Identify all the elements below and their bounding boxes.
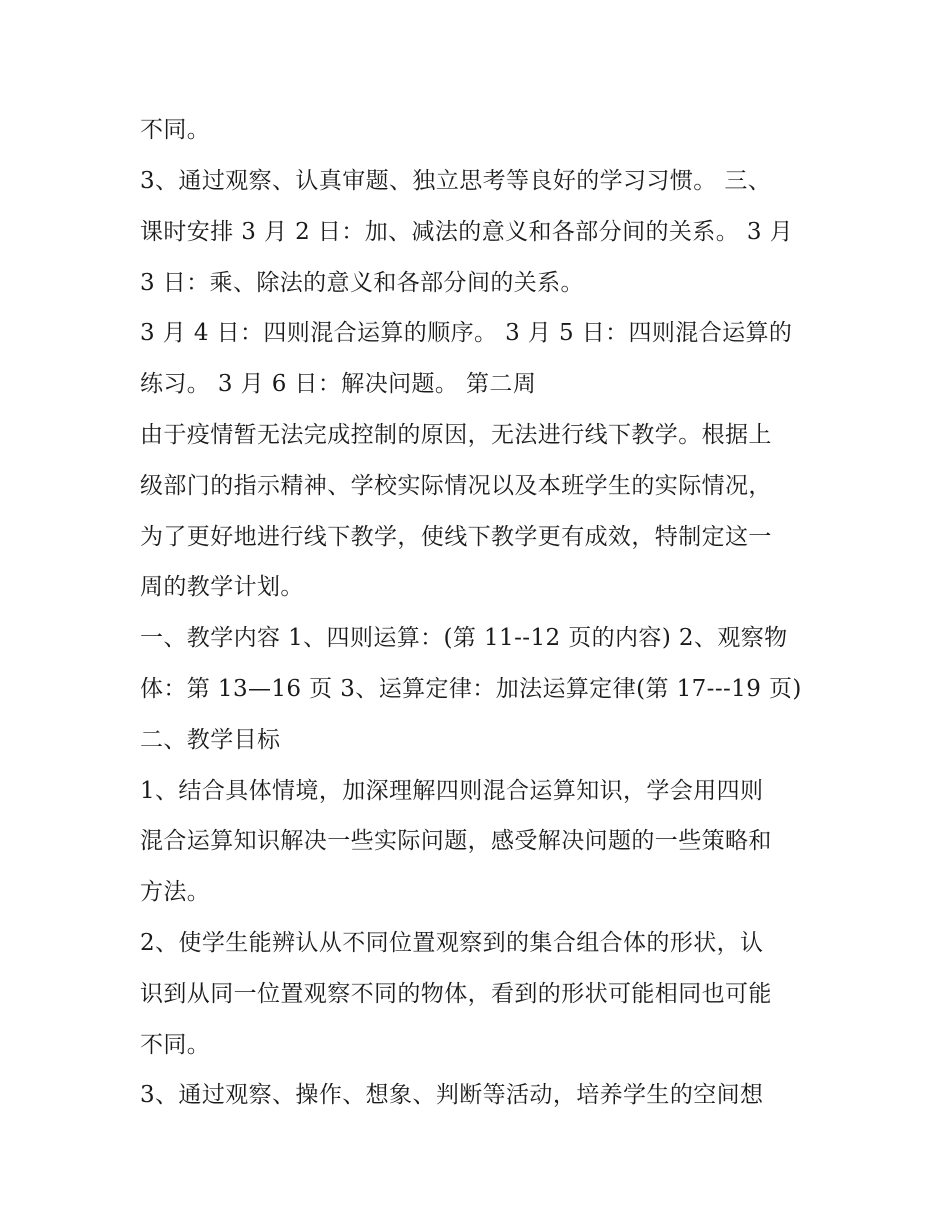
text-line: 一、教学内容 1、四则运算：(第 11--12 页的内容) 2、观察物 [140,625,788,651]
text-line: 练习。 3 月 6 日：解决问题。 第二周 [140,371,537,397]
text-line: 识到从同一位置观察不同的物体，看到的形状可能相同也可能 [140,981,772,1007]
text-line: 1、结合具体情境，加深理解四则混合运算知识，学会用四则 [140,778,764,804]
text-line: 3、通过观察、认真审题、独立思考等良好的学习习惯。 三、 [140,168,772,194]
text-line: 周的教学计划。 [140,574,304,600]
text-line: 由于疫情暂无法完成控制的原因，无法进行线下教学。根据上 [140,422,772,448]
text-line: 3 日：乘、除法的意义和各部分间的关系。 [140,270,584,296]
text-line: 3 月 4 日：四则混合运算的顺序。 3 月 5 日：四则混合运算的 [140,320,793,346]
text-line: 2、使学生能辨认从不同位置观察到的集合组合体的形状，认 [140,930,764,956]
text-line: 混合运算知识解决一些实际问题，感受解决问题的一些策略和 [140,828,772,854]
section-heading: 二、教学目标 [140,727,281,753]
text-line: 为了更好地进行线下教学，使线下教学更有成效，特制定这一 [140,524,772,550]
text-line: 课时安排 3 月 2 日：加、减法的意义和各部分间的关系。 3 月 [140,219,793,245]
text-line: 体：第 13—16 页 3、运算定律：加法运算定律(第 17---19 页) [140,676,802,702]
text-line: 方法。 [140,879,211,905]
text-line: 级部门的指示精神、学校实际情况以及本班学生的实际情况， [140,473,772,499]
text-line: 不同。 [140,1032,211,1058]
text-line: 不同。 [140,117,211,143]
text-line: 3、通过观察、操作、想象、判断等活动，培养学生的空间想 [140,1082,764,1108]
